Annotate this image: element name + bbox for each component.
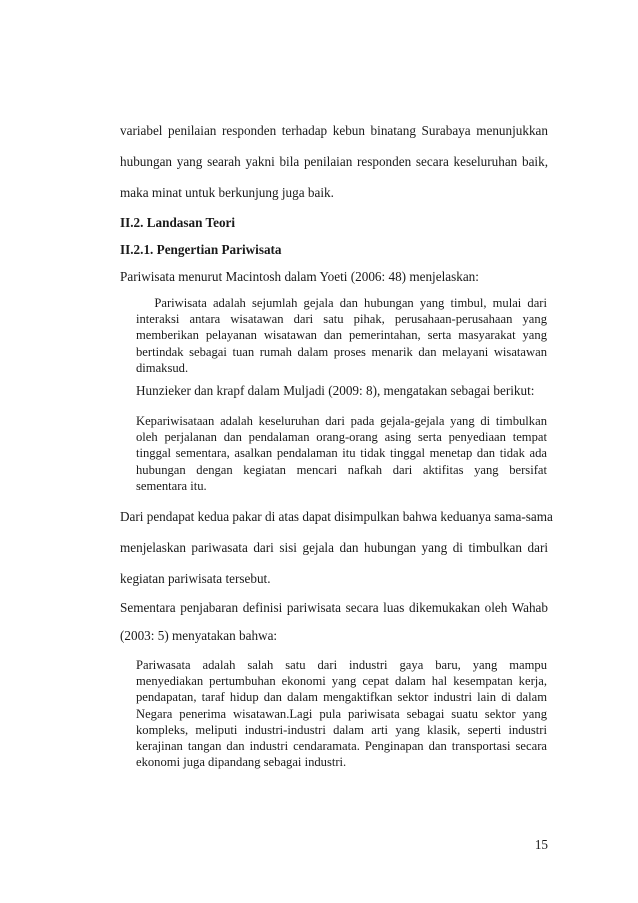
section-heading: II.2. Landasan Teori bbox=[120, 215, 236, 230]
body-text-line: kegiatan pariwisata tersebut. bbox=[120, 571, 271, 586]
block-quote-hunzieker bbox=[136, 413, 547, 494]
quote-line: bertindak sebagai tuan rumah dalam proses menarik dan melayani wisatawan bbox=[136, 344, 547, 359]
body-text-line: (2003: 5) menyatakan bahwa: bbox=[120, 628, 278, 643]
quote-line: hubungan dengan kegiatan mencari nafkah dari aktifitas yang bersifat bbox=[136, 462, 547, 477]
quote-line: oleh perjalanan dan pendalaman orang-orang asing serta penyediaan tempat bbox=[136, 430, 547, 445]
quote-line: memberikan pelayanan wisatawan dan pemerintahan, serta masyarakat yang bbox=[136, 328, 547, 343]
body-text-line: menjelaskan pariwasata dari sisi gejala dan hubungan yang di timbulkan dari bbox=[120, 540, 548, 555]
quote-line: kompleks, meliputi industri-industri dalam arti yang klasik, seperti industri bbox=[136, 722, 547, 737]
quote-line: tinggal sementara, asalkan pendalaman itu tidak tinggal menetap dan tidak ada bbox=[136, 446, 547, 461]
body-text-line: hubungan yang searah yakni bila penilaian responden secara keseluruhan baik, bbox=[120, 154, 548, 169]
quote-line: sementara itu. bbox=[136, 478, 207, 493]
quote-intro-hunzieker: Hunzieker dan krapf dalam Muljadi (2009: 8), mengatakan sebagai berikut: bbox=[136, 383, 535, 398]
block-quote-macintosh bbox=[136, 295, 547, 376]
quote-intro-macintosh: Pariwisata menurut Macintosh dalam Yoeti (2006: 48) menjelaskan: bbox=[120, 269, 479, 284]
quote-line: interaksi antara wisatawan dari satu pihak, perusahaan-perusahaan yang bbox=[136, 312, 547, 327]
quote-line: pendapatan, taraf hidup dan dalam mengaktifkan sektor industri lain di dalam bbox=[136, 690, 547, 705]
quote-line: Pariwasata adalah salah satu dari industri gaya baru, yang mampu bbox=[136, 658, 547, 672]
body-text-line: variabel penilaian responden terhadap kebun binatang Surabaya menunjukkan bbox=[120, 123, 548, 138]
body-text-line: Dari pendapat kedua pakar di atas dapat disimpulkan bahwa keduanya sama-sama bbox=[120, 509, 553, 524]
quote-line: Kepariwisataan adalah keseluruhan dari pada gejala-gejala yang di timbulkan bbox=[136, 414, 547, 428]
page-number: 15 bbox=[534, 837, 548, 852]
body-text-line: maka minat untuk berkunjung juga baik. bbox=[120, 185, 334, 200]
quote-line: menyediakan pertumbuhan ekonomi yang cepat dalam hal kesempatan kerja, bbox=[136, 674, 547, 689]
body-text-line: Sementara penjabaran definisi pariwisata secara luas dikemukakan oleh Wahab bbox=[120, 600, 548, 615]
subsection-heading: II.2.1. Pengertian Pariwisata bbox=[120, 242, 282, 257]
block-quote-wahab bbox=[136, 657, 547, 770]
quote-line: Pariwisata adalah sejumlah gejala dan hubungan yang timbul, mulai dari bbox=[136, 296, 547, 310]
quote-line: kerajinan tangan dan industri cendaramata. Penginapan dan transportasi secara bbox=[136, 738, 547, 753]
quote-line: ekonomi juga dipandang sebagai industri. bbox=[136, 755, 347, 770]
quote-line: dimaksud. bbox=[136, 360, 189, 375]
quote-line: Negara penerima wisatawan.Lagi pula pariwisata sebagai suatu sektor yang bbox=[136, 706, 547, 721]
